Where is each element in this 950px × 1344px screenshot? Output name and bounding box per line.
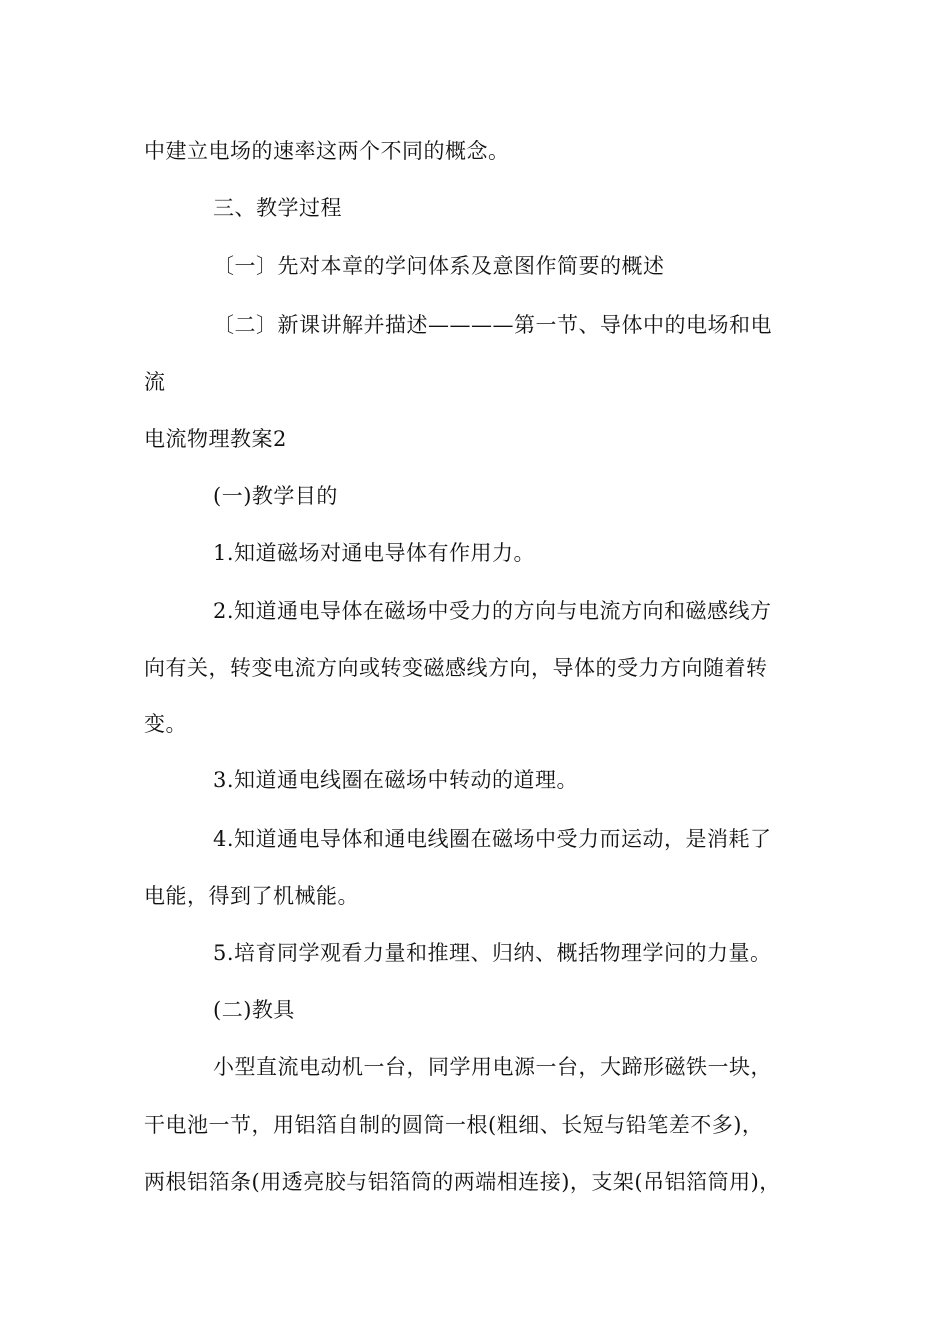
section-heading: 三、教学过程 [213,196,342,220]
text-line: 中建立电场的速率这两个不同的概念。 [144,139,510,163]
list-item: 2.知道通电导体在磁场中受力的方向与电流方向和磁感线方 [213,599,772,623]
text-line: 〔二〕新课讲解并描述————第一节、导体中的电场和电 [213,313,772,337]
list-item: 1.知道磁场对通电导体有作用力。 [213,541,536,565]
section-heading: (一)教学目的 [213,484,338,508]
text-line: 小型直流电动机一台，同学用电源一台，大蹄形磁铁一块， [213,1055,772,1079]
list-item: 4.知道通电导体和通电线圈在磁场中受力而运动，是消耗了 [213,827,772,851]
text-line: 两根铝箔条(用透亮胶与铝箔筒的两端相连接)，支架(吊铝箔筒用)， [144,1170,781,1194]
text-line: 电能，得到了机械能。 [144,884,359,908]
text-line: 〔一〕先对本章的学问体系及意图作简要的概述 [213,254,665,278]
list-item: 5.培育同学观看力量和推理、归纳、概括物理学问的力量。 [213,941,772,965]
list-item: 3.知道通电线圈在磁场中转动的道理。 [213,768,579,792]
text-line: 向有关，转变电流方向或转变磁感线方向，导体的受力方向随着转 [144,656,768,680]
section-heading: (二)教具 [213,998,295,1022]
text-line: 流 [144,370,166,394]
text-line: 干电池一节，用铝箔自制的圆筒一根(粗细、长短与铅笔差不多)， [144,1113,764,1137]
text-line: 变。 [144,712,187,736]
document-title: 电流物理教案2 [144,427,287,451]
